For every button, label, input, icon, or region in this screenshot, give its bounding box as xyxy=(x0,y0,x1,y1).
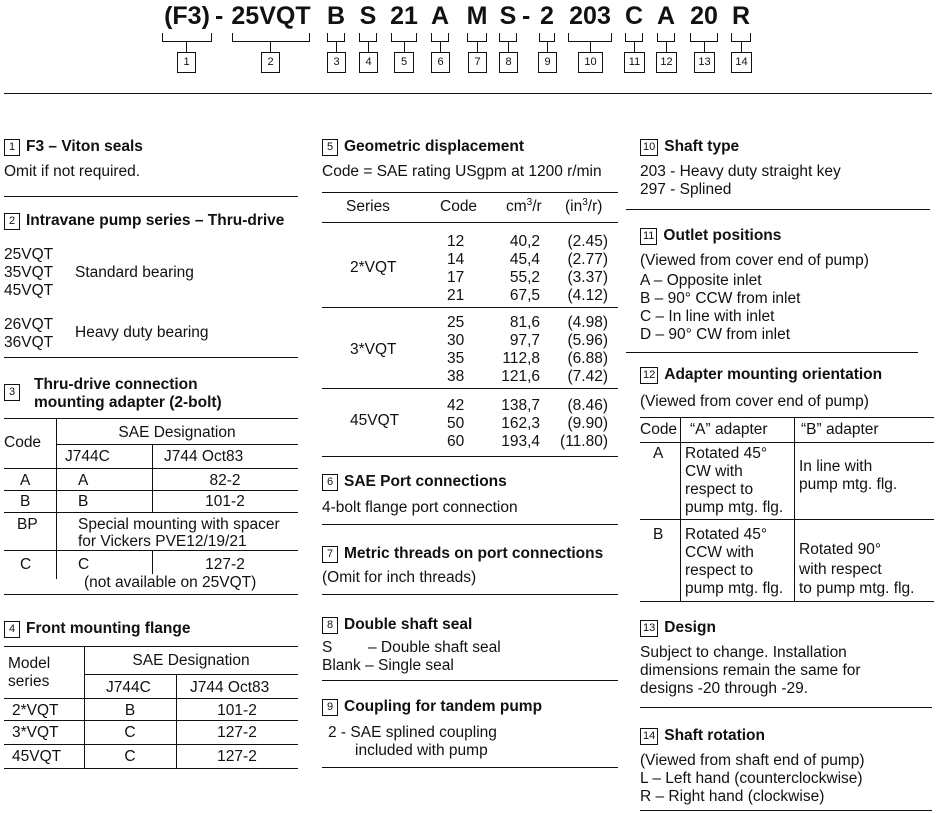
flange-j744c-1: B xyxy=(124,702,136,719)
disp-cm3: 40,2 xyxy=(509,233,540,250)
col-code: Code xyxy=(440,198,478,215)
section-number-box: 7 xyxy=(322,546,338,563)
disp-cm3: 121,6 xyxy=(501,368,540,385)
orient-b-b: with respect xyxy=(799,561,882,578)
code-bracket xyxy=(539,33,555,42)
model-25vqt: 25VQT xyxy=(4,246,54,263)
section-10-header xyxy=(640,138,739,156)
outlet-a: A – Opposite inlet xyxy=(640,272,762,289)
col-j744c: J744C xyxy=(106,679,151,696)
orient-b-a: CCW with xyxy=(685,544,754,561)
disp-in3: (3.37) xyxy=(567,269,608,286)
code-bracket xyxy=(327,33,345,42)
disp-in3: (4.12) xyxy=(567,287,608,304)
code-bracket xyxy=(431,33,449,42)
code-segment-6: A xyxy=(430,2,450,30)
section-divider xyxy=(4,357,298,358)
shaft-297: 297 - Splined xyxy=(640,181,732,198)
disp-code: 14 xyxy=(447,251,465,268)
code-segment-3: B xyxy=(326,2,346,30)
section-11-header xyxy=(640,227,781,245)
outlet-viewed-note: (Viewed from cover end of pump) xyxy=(640,252,869,269)
section-number-box: 5 xyxy=(322,139,338,156)
code-box-14: 14 xyxy=(731,52,752,73)
orient-a-a: pump mtg. flg. xyxy=(685,499,784,516)
disp-in3: (5.96) xyxy=(567,332,608,349)
col-cm3: $cm^3/r$ xyxy=(506,196,542,215)
code-box-10: 10 xyxy=(578,52,603,73)
model-35vqt: 35VQT xyxy=(4,264,54,281)
code-segment-11: C xyxy=(624,2,644,30)
disp-code: 38 xyxy=(447,368,465,385)
code-bracket xyxy=(568,33,612,42)
code-segment-7: M xyxy=(466,2,488,30)
orient-b-b: Rotated 90° xyxy=(799,541,882,558)
section-number-box: 9 xyxy=(322,699,338,716)
code-box-7: 7 xyxy=(468,52,487,73)
orient-a-b: In line with xyxy=(799,458,873,475)
section-7-text: (Omit for inch threads) xyxy=(322,569,477,586)
rotation-left: L – Left hand (counterclockwise) xyxy=(640,770,863,787)
section-title: Double shaft seal xyxy=(344,616,473,633)
adapter-oct-a: 82-2 xyxy=(209,472,241,489)
flange-model-1: 2*VQT xyxy=(12,702,59,719)
section-title: Shaft type xyxy=(664,138,740,155)
disp-code: 42 xyxy=(447,397,465,414)
code-separator: - xyxy=(215,2,224,30)
seal-blank-text: Blank – Single seal xyxy=(322,657,454,674)
code-bracket xyxy=(731,33,751,42)
disp-code: 25 xyxy=(447,314,465,331)
disp-cm3: 67,5 xyxy=(509,287,540,304)
section-number-box: 3 xyxy=(4,384,20,401)
orient-a-a: respect to xyxy=(685,481,754,498)
rotation-viewed-note: (Viewed from shaft end of pump) xyxy=(640,752,865,769)
disp-in3: (11.80) xyxy=(560,433,608,450)
code-box-4: 4 xyxy=(359,52,378,73)
orient-b-b: to pump mtg. flg. xyxy=(799,580,915,597)
section-1-header xyxy=(4,138,143,156)
standard-bearing-label: Standard bearing xyxy=(75,264,194,281)
section-4-header xyxy=(4,620,190,638)
adapter-oct-b: 101-2 xyxy=(205,493,245,510)
col-code: Code xyxy=(4,434,42,451)
section-9-header xyxy=(322,698,542,716)
outlet-c: C – In line with inlet xyxy=(640,308,775,325)
section-title: Intravane pump series – Thru-drive xyxy=(26,212,285,229)
orient-code-a: A xyxy=(653,445,664,462)
code-box-11: 11 xyxy=(624,52,645,73)
flange-j744c-2: C xyxy=(124,724,136,741)
heavy-duty-bearing-label: Heavy duty bearing xyxy=(75,324,209,341)
model-code-diagram xyxy=(0,0,936,80)
code-segment-1: (F3) xyxy=(164,2,210,30)
section-title: F3 – Viton seals xyxy=(26,138,143,155)
disp-cm3: 162,3 xyxy=(501,415,540,432)
adapter-code-b: B xyxy=(20,493,31,510)
disp-cm3: 112,8 xyxy=(502,350,540,367)
adapter-viewed-note: (Viewed from cover end of pump) xyxy=(640,393,869,410)
col-b-adapter: “B” adapter xyxy=(801,421,879,438)
section-number-box: 6 xyxy=(322,474,338,491)
orient-b-a: pump mtg. flg. xyxy=(685,580,784,597)
section-12-header xyxy=(640,366,882,384)
section-14-header xyxy=(640,727,765,745)
disp-in3: (9.90) xyxy=(567,415,608,432)
col-series: Series xyxy=(346,198,390,215)
coupling-line2: included with pump xyxy=(355,742,488,759)
orient-a-b: pump mtg. flg. xyxy=(799,476,898,493)
orient-b-a: Rotated 45° xyxy=(685,526,768,543)
code-bracket xyxy=(657,33,675,42)
col-code: Code xyxy=(640,421,678,438)
shaft-203: 203 - Heavy duty straight key xyxy=(640,163,841,180)
code-bracket xyxy=(690,33,718,42)
col-in3: $(in^3/r)$ xyxy=(565,196,603,215)
col-model-line2: series xyxy=(8,673,50,690)
code-segment-12: A xyxy=(656,2,676,30)
section-number-box: 13 xyxy=(640,620,658,637)
code-box-9: 9 xyxy=(538,52,557,73)
table-top-rule xyxy=(4,418,298,419)
code-box-13: 13 xyxy=(694,52,715,73)
section-number-box: 1 xyxy=(4,139,20,156)
code-box-2: 2 xyxy=(261,52,280,73)
disp-in3: (6.88) xyxy=(567,350,608,367)
section-title: SAE Port connections xyxy=(344,473,507,490)
section-title: Design xyxy=(664,619,716,636)
orient-a-a: CW with xyxy=(685,463,743,480)
disp-cm3: 97,7 xyxy=(509,332,540,349)
adapter-bp-desc1: Special mounting with spacer xyxy=(78,516,280,533)
code-bracket xyxy=(499,33,517,42)
rotation-right: R – Right hand (clockwise) xyxy=(640,788,825,805)
section-number-box: 8 xyxy=(322,617,338,634)
seal-s-text: – Double shaft seal xyxy=(368,639,501,656)
section-divider xyxy=(4,196,298,197)
coupling-line1: 2 - SAE splined coupling xyxy=(328,724,497,741)
section-title: Geometric displacement xyxy=(344,138,525,155)
disp-in3: (2.77) xyxy=(567,251,608,268)
disp-code: 50 xyxy=(447,415,465,432)
flange-model-2: 3*VQT xyxy=(12,724,59,741)
section-title: Outlet positions xyxy=(663,227,782,244)
section-6-header xyxy=(322,473,507,491)
model-45vqt: 45VQT xyxy=(4,282,54,299)
disp-code: 60 xyxy=(447,433,465,450)
section-5-subtitle: Code = SAE rating USgpm at 1200 r/min xyxy=(322,163,602,180)
code-bracket xyxy=(232,33,310,42)
section-number-box: 4 xyxy=(4,621,20,638)
code-box-12: 12 xyxy=(656,52,677,73)
disp-cm3: 193,4 xyxy=(501,433,540,450)
section-3-header xyxy=(4,384,26,401)
col-j744-oct83: J744 Oct83 xyxy=(164,448,244,465)
section-1-text: Omit if not required. xyxy=(4,163,141,180)
adapter-c-note: (not available on 25VQT) xyxy=(84,574,257,591)
orient-b-a: respect to xyxy=(685,562,754,579)
flange-oct-2: 127-2 xyxy=(217,724,257,741)
code-separator: - xyxy=(522,2,531,30)
adapter-j744c-a: A xyxy=(78,472,89,489)
disp-code: 35 xyxy=(447,350,465,367)
code-bracket xyxy=(625,33,643,42)
flange-oct-3: 127-2 xyxy=(217,748,257,765)
adapter-code-a: A xyxy=(20,472,31,489)
orient-a-a: Rotated 45° xyxy=(685,445,768,462)
model-26vqt: 26VQT xyxy=(4,316,54,333)
col-j744-oct83: J744 Oct83 xyxy=(190,679,270,696)
section-13-header xyxy=(640,619,716,637)
adapter-bp-desc2: for Vickers PVE12/19/21 xyxy=(78,533,247,550)
section-2-header xyxy=(4,212,284,230)
code-segment-13: 20 xyxy=(690,2,718,30)
col-sae-designation: SAE Designation xyxy=(118,424,236,441)
series-3vqt: 3*VQT xyxy=(350,341,397,358)
model-36vqt: 36VQT xyxy=(4,334,54,351)
code-segment-2: 25VQT xyxy=(231,2,311,30)
top-divider xyxy=(4,93,932,94)
code-segment-8: S xyxy=(499,2,517,30)
disp-cm3: 81,6 xyxy=(509,314,540,331)
disp-cm3: 55,2 xyxy=(509,269,540,286)
outlet-d: D – 90° CW from inlet xyxy=(640,326,791,343)
code-segment-9: 2 xyxy=(540,2,554,30)
code-box-1: 1 xyxy=(177,52,196,73)
series-2vqt: 2*VQT xyxy=(350,259,397,276)
section-title: Shaft rotation xyxy=(664,727,765,744)
disp-in3: (4.98) xyxy=(567,314,608,331)
disp-cm3: 138,7 xyxy=(501,397,540,414)
section-number-box: 14 xyxy=(640,728,658,745)
disp-in3: (2.45) xyxy=(567,233,608,250)
section-number-box: 10 xyxy=(640,139,658,156)
adapter-j744c-b: B xyxy=(78,493,89,510)
code-bracket xyxy=(467,33,487,42)
section-5-header xyxy=(322,138,524,156)
section-6-text: 4-bolt flange port connection xyxy=(322,499,518,516)
design-line: designs -20 through -29. xyxy=(640,680,809,697)
section-number-box: 2 xyxy=(4,213,20,230)
col-j744c: J744C xyxy=(65,448,110,465)
section-3-title-line1: Thru-drive connection xyxy=(34,376,198,393)
code-bracket xyxy=(162,33,212,42)
section-3-title-line2: mounting adapter (2-bolt) xyxy=(34,394,222,411)
code-segment-5: 21 xyxy=(390,2,418,30)
code-box-6: 6 xyxy=(431,52,450,73)
seal-code-s: S xyxy=(322,639,333,656)
adapter-j744c-c: C xyxy=(78,556,90,573)
adapter-oct-c: 127-2 xyxy=(205,556,245,573)
disp-cm3: 45,4 xyxy=(509,251,540,268)
section-number-box: 12 xyxy=(640,367,658,384)
orient-code-b: B xyxy=(653,526,664,543)
disp-code: 21 xyxy=(447,287,465,304)
design-line: Subject to change. Installation xyxy=(640,644,847,661)
section-title: Adapter mounting orientation xyxy=(664,366,883,383)
series-45vqt: 45VQT xyxy=(350,412,400,429)
outlet-b: B – 90° CCW from inlet xyxy=(640,290,801,307)
section-title: Front mounting flange xyxy=(26,620,191,637)
disp-code: 30 xyxy=(447,332,465,349)
section-8-header xyxy=(322,616,472,634)
adapter-code-c: C xyxy=(20,556,32,573)
code-segment-14: R xyxy=(731,2,751,30)
code-segment-4: S xyxy=(359,2,377,30)
code-bracket xyxy=(391,33,417,42)
section-title: Metric threads on port connections xyxy=(344,545,604,562)
disp-in3: (7.42) xyxy=(567,368,608,385)
adapter-code-bp: BP xyxy=(17,516,38,533)
col-model-line1: Model xyxy=(8,655,51,672)
design-line: dimensions remain the same for xyxy=(640,662,861,679)
disp-code: 12 xyxy=(447,233,465,250)
code-segment-10: 203 xyxy=(569,2,611,30)
code-box-5: 5 xyxy=(394,52,414,73)
flange-j744c-3: C xyxy=(124,748,136,765)
code-box-3: 3 xyxy=(327,52,346,73)
col-a-adapter: “A” adapter xyxy=(690,421,768,438)
code-bracket xyxy=(359,33,377,42)
flange-oct-1: 101-2 xyxy=(217,702,257,719)
flange-model-3: 45VQT xyxy=(12,748,62,765)
col-sae-designation: SAE Designation xyxy=(132,652,250,669)
section-title: Coupling for tandem pump xyxy=(344,698,543,715)
disp-in3: (8.46) xyxy=(567,397,608,414)
section-7-header xyxy=(322,545,603,563)
disp-code: 17 xyxy=(447,269,465,286)
code-box-8: 8 xyxy=(499,52,518,73)
section-number-box: 11 xyxy=(640,228,657,245)
